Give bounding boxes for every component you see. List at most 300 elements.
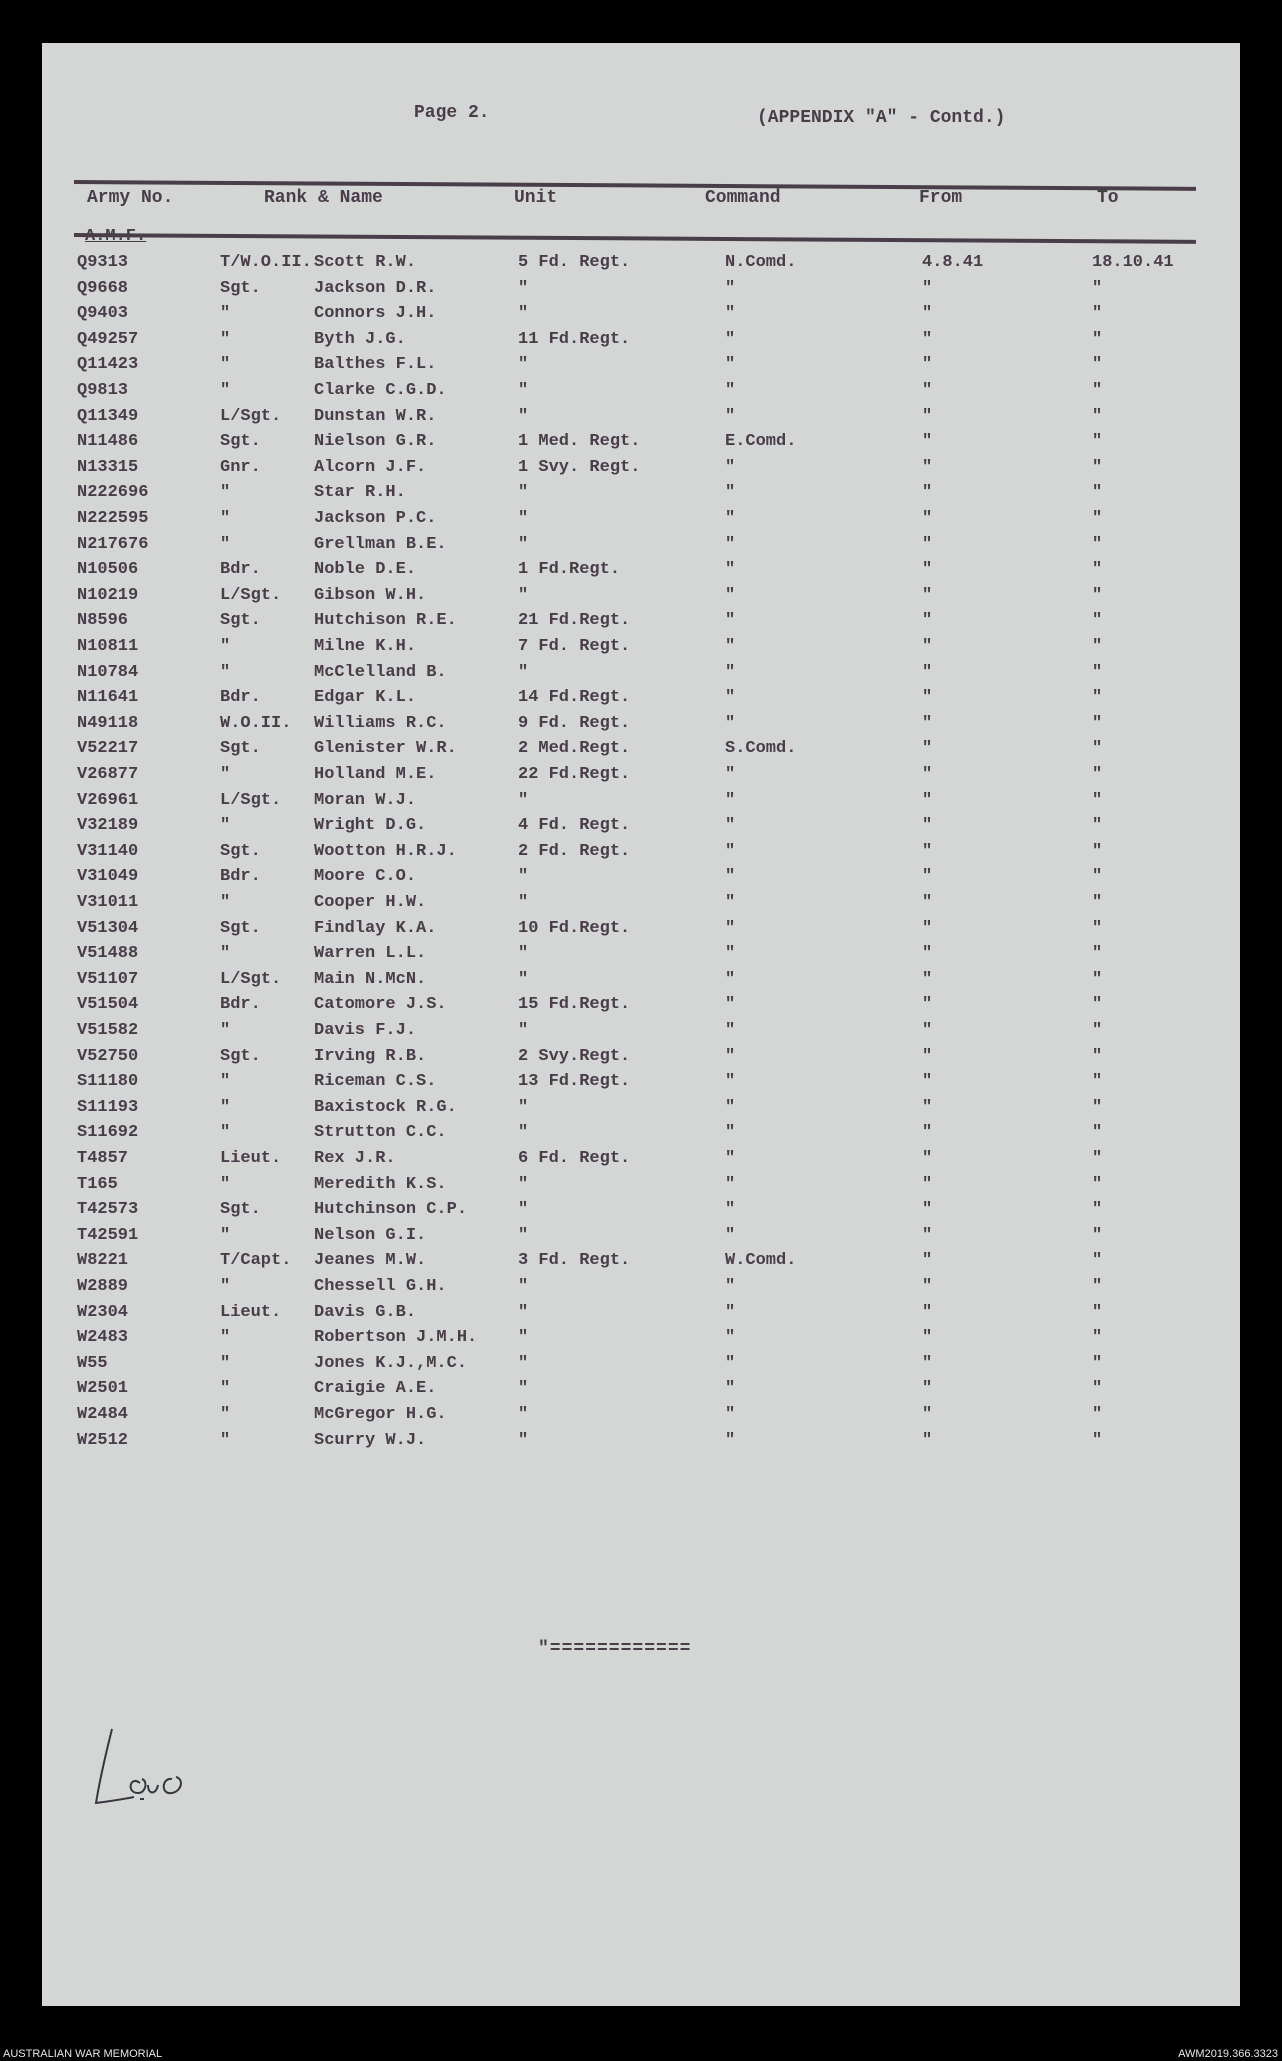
army-no-cell: N8596 [77, 611, 129, 631]
army-no-cell: V31011 [77, 893, 139, 912]
command-cell: " [725, 816, 736, 836]
command-cell: " [725, 1353, 736, 1373]
name-cell: Holland M.E. [314, 765, 437, 784]
rank-cell: " [220, 637, 231, 656]
unit-cell: " [518, 1200, 529, 1220]
command-cell: " [725, 995, 736, 1015]
rank-cell: " [220, 355, 231, 375]
unit-cell: " [518, 944, 529, 964]
army-no-cell: W2889 [77, 1277, 129, 1296]
from-date-cell: " [922, 585, 933, 605]
table-row [42, 995, 1240, 1019]
rank-cell: " [220, 1021, 231, 1040]
to-date-cell: " [1092, 329, 1103, 349]
table-row [42, 560, 1240, 584]
unit-cell: " [518, 1379, 529, 1399]
to-date-cell: " [1092, 1328, 1103, 1348]
rank-cell: " [220, 1225, 231, 1245]
rank-cell: Sgt. [220, 432, 261, 452]
unit-cell: " [518, 406, 529, 426]
from-date-cell: " [922, 1251, 933, 1271]
name-cell: Strutton C.C. [314, 1123, 447, 1143]
from-date-cell: " [922, 1430, 933, 1450]
army-no-cell: W2512 [77, 1430, 129, 1450]
to-date-cell: " [1092, 355, 1103, 375]
from-date-cell: " [922, 790, 933, 810]
name-cell: Catomore J.S. [314, 995, 447, 1015]
from-date-cell: " [922, 406, 933, 426]
name-cell: Irving R.B. [314, 1046, 427, 1066]
from-date-cell: " [922, 304, 933, 324]
army-no-cell: W8221 [77, 1251, 129, 1271]
rank-cell: " [220, 893, 231, 912]
rank-cell: L/Sgt. [220, 790, 282, 810]
command-cell: " [725, 329, 736, 349]
unit-cell: 15 Fd.Regt. [518, 995, 631, 1015]
to-date-cell: " [1092, 509, 1103, 528]
army-no-cell: N11486 [77, 432, 139, 452]
name-cell: Nielson G.R. [314, 432, 437, 452]
army-no-cell: Q9813 [77, 381, 129, 400]
name-cell: McGregor H.G. [314, 1405, 447, 1424]
table-row [42, 714, 1240, 738]
command-cell: " [725, 560, 736, 580]
unit-cell: " [518, 381, 529, 400]
rank-cell: L/Sgt. [220, 585, 282, 605]
table-row [42, 611, 1240, 635]
rank-cell: " [220, 483, 231, 503]
rank-cell: " [220, 1379, 231, 1399]
command-cell: " [725, 1200, 736, 1220]
name-cell: Balthes F.L. [314, 355, 437, 375]
table-row [42, 535, 1240, 559]
rank-cell: " [220, 1174, 231, 1194]
command-cell: " [725, 918, 736, 938]
from-date-cell: " [922, 893, 933, 912]
table-row [42, 688, 1240, 712]
from-date-cell: " [922, 381, 933, 400]
army-no-cell: T4857 [77, 1149, 129, 1168]
to-date-cell: " [1092, 1251, 1103, 1271]
army-no-cell: V32189 [77, 816, 139, 836]
name-cell: Baxistock R.G. [314, 1097, 457, 1117]
table-row [42, 1328, 1240, 1352]
table-row [42, 765, 1240, 789]
unit-cell: 1 Svy. Regt. [518, 457, 641, 477]
rank-cell: Sgt. [220, 841, 261, 861]
column-header-army-no: Army No. [87, 188, 174, 208]
from-date-cell: " [922, 1277, 933, 1296]
name-cell: Scott R.W. [314, 253, 417, 272]
army-no-cell: Q9313 [77, 253, 129, 272]
army-no-cell: Q9668 [77, 278, 129, 298]
table-row [42, 253, 1240, 277]
to-date-cell: " [1092, 790, 1103, 810]
unit-cell: " [518, 790, 529, 810]
to-date-cell: " [1092, 483, 1103, 503]
from-date-cell: " [922, 483, 933, 503]
command-cell: " [725, 662, 736, 682]
unit-cell: 1 Med. Regt. [518, 432, 641, 452]
command-cell: " [725, 893, 736, 912]
unit-cell: " [518, 278, 529, 298]
to-date-cell: " [1092, 1072, 1103, 1092]
command-cell: " [725, 534, 736, 554]
unit-cell: " [518, 1123, 529, 1143]
name-cell: Jeanes M.W. [314, 1251, 427, 1271]
to-date-cell: " [1092, 278, 1103, 298]
name-cell: Findlay K.A. [314, 918, 437, 938]
rank-cell: " [220, 329, 231, 349]
command-cell: " [725, 304, 736, 324]
command-cell: " [725, 1302, 736, 1322]
army-no-cell: T42591 [77, 1225, 139, 1245]
rank-cell: T/Capt. [220, 1251, 292, 1271]
unit-cell: " [518, 662, 529, 682]
name-cell: Clarke C.G.D. [314, 381, 447, 400]
name-cell: Warren L.L. [314, 944, 427, 964]
to-date-cell: " [1092, 1174, 1103, 1194]
unit-cell: " [518, 585, 529, 605]
from-date-cell: " [922, 1225, 933, 1245]
command-cell: " [725, 841, 736, 861]
command-cell: " [725, 278, 736, 298]
unit-cell: " [518, 1277, 529, 1296]
header-rule-top [74, 180, 1196, 191]
rank-cell: Sgt. [220, 1200, 261, 1220]
unit-cell: " [518, 1225, 529, 1245]
unit-cell: " [518, 1097, 529, 1117]
unit-cell: 5 Fd. Regt. [518, 253, 631, 272]
name-cell: Jones K.J.,M.C. [314, 1353, 468, 1373]
column-header-unit: Unit [514, 188, 558, 208]
table-row [42, 1047, 1240, 1071]
unit-cell: 1 Fd.Regt. [518, 560, 621, 580]
from-date-cell: " [922, 329, 933, 349]
rank-cell: " [220, 1072, 231, 1092]
from-date-cell: " [922, 611, 933, 631]
table-row [42, 330, 1240, 354]
to-date-cell: " [1092, 713, 1103, 733]
command-cell: " [725, 585, 736, 605]
command-cell: " [725, 406, 736, 426]
army-no-cell: V51582 [77, 1021, 139, 1040]
from-date-cell: " [922, 688, 933, 708]
name-cell: Wootton H.R.J. [314, 841, 457, 861]
from-date-cell: " [922, 1353, 933, 1373]
to-date-cell: " [1092, 995, 1103, 1015]
unit-cell: " [518, 509, 529, 528]
rank-cell: L/Sgt. [220, 969, 282, 989]
table-row [42, 791, 1240, 815]
to-date-cell: " [1092, 560, 1103, 580]
from-date-cell: " [922, 918, 933, 938]
command-cell: " [725, 1379, 736, 1399]
army-no-cell: W2483 [77, 1328, 129, 1348]
name-cell: Chessell G.H. [314, 1277, 447, 1296]
name-cell: Jackson P.C. [314, 509, 437, 528]
name-cell: Gibson W.H. [314, 585, 427, 605]
command-cell: " [725, 1405, 736, 1424]
command-cell: " [725, 944, 736, 964]
army-no-cell: Q49257 [77, 329, 139, 349]
to-date-cell: " [1092, 1225, 1103, 1245]
group-label: A.M.F. [85, 227, 147, 246]
command-cell: " [725, 1046, 736, 1066]
rank-cell: Sgt. [220, 739, 261, 759]
unit-cell: 4 Fd. Regt. [518, 816, 631, 836]
to-date-cell: " [1092, 304, 1103, 324]
rank-cell: " [220, 534, 231, 554]
rank-cell: " [220, 1353, 231, 1373]
rank-cell: " [220, 304, 231, 324]
command-cell: " [725, 1174, 736, 1194]
name-cell: Rex J.R. [314, 1149, 396, 1168]
command-cell: " [725, 381, 736, 400]
table-row [42, 279, 1240, 303]
from-date-cell: " [922, 816, 933, 836]
army-no-cell: W55 [77, 1353, 108, 1373]
rank-cell: " [220, 662, 231, 682]
to-date-cell: " [1092, 765, 1103, 784]
name-cell: Star R.H. [314, 483, 406, 503]
unit-cell: 13 Fd.Regt. [518, 1072, 631, 1092]
to-date-cell: " [1092, 1277, 1103, 1296]
table-row [42, 1226, 1240, 1250]
army-no-cell: W2304 [77, 1302, 129, 1322]
from-date-cell: " [922, 841, 933, 861]
column-header-to: To [1097, 188, 1119, 208]
to-date-cell: " [1092, 944, 1103, 964]
name-cell: Wright D.G. [314, 816, 427, 836]
unit-cell: 6 Fd. Regt. [518, 1149, 631, 1168]
to-date-cell: " [1092, 1405, 1103, 1424]
table-row [42, 1021, 1240, 1045]
rank-cell: W.O.II. [220, 713, 292, 733]
command-cell: " [725, 355, 736, 375]
rank-cell: Bdr. [220, 867, 261, 887]
table-row [42, 509, 1240, 533]
rank-cell: " [220, 1405, 231, 1424]
army-no-cell: S11193 [77, 1097, 139, 1117]
from-date-cell: " [922, 278, 933, 298]
to-date-cell: " [1092, 1200, 1103, 1220]
document-page [42, 43, 1240, 2006]
rank-cell: Sgt. [220, 611, 261, 631]
command-cell: " [725, 509, 736, 528]
name-cell: Williams R.C. [314, 713, 447, 733]
name-cell: Edgar K.L. [314, 688, 417, 708]
command-cell: " [725, 688, 736, 708]
table-row [42, 637, 1240, 661]
unit-cell: 2 Fd. Regt. [518, 841, 631, 861]
army-no-cell: S11692 [77, 1123, 139, 1143]
page-number: Page 2. [414, 103, 490, 123]
rank-cell: " [220, 816, 231, 836]
unit-cell: " [518, 355, 529, 375]
army-no-cell: N10784 [77, 662, 139, 682]
command-cell: " [725, 1097, 736, 1117]
name-cell: Alcorn J.F. [314, 457, 427, 477]
unit-cell: " [518, 534, 529, 554]
unit-cell: 22 Fd.Regt. [518, 765, 631, 784]
from-date-cell: " [922, 662, 933, 682]
table-row [42, 483, 1240, 507]
name-cell: Glenister W.R. [314, 739, 457, 759]
command-cell: " [725, 1225, 736, 1245]
unit-cell: " [518, 1430, 529, 1450]
column-header-command: Command [705, 188, 781, 208]
from-date-cell: " [922, 1379, 933, 1399]
to-date-cell: " [1092, 637, 1103, 656]
command-cell: W.Comd. [725, 1251, 797, 1271]
name-cell: Main N.McN. [314, 969, 427, 989]
to-date-cell: " [1092, 1430, 1103, 1450]
to-date-cell: " [1092, 662, 1103, 682]
command-cell: " [725, 1328, 736, 1348]
command-cell: " [725, 1021, 736, 1040]
from-date-cell: " [922, 1046, 933, 1066]
command-cell: E.Comd. [725, 432, 797, 452]
table-row [42, 355, 1240, 379]
table-row [42, 739, 1240, 763]
unit-cell: " [518, 1021, 529, 1040]
name-cell: Hutchison R.E. [314, 611, 457, 631]
rank-cell: Bdr. [220, 560, 261, 580]
army-no-cell: N13315 [77, 457, 139, 477]
table-row [42, 407, 1240, 431]
table-row [42, 1303, 1240, 1327]
table-row [42, 458, 1240, 482]
name-cell: Robertson J.M.H. [314, 1328, 478, 1348]
army-no-cell: Q11349 [77, 406, 139, 426]
army-no-cell: V51304 [77, 918, 139, 938]
army-no-cell: V26877 [77, 765, 139, 784]
command-cell: " [725, 765, 736, 784]
appendix-label: (APPENDIX "A" - Contd.) [757, 108, 1006, 128]
from-date-cell: " [922, 534, 933, 554]
to-date-cell: " [1092, 969, 1103, 989]
to-date-cell: " [1092, 381, 1103, 400]
unit-cell: " [518, 867, 529, 887]
from-date-cell: " [922, 1021, 933, 1040]
to-date-cell: " [1092, 1097, 1103, 1117]
name-cell: Meredith K.S. [314, 1174, 447, 1194]
army-no-cell: N222696 [77, 483, 149, 503]
table-row [42, 586, 1240, 610]
command-cell: " [725, 457, 736, 477]
from-date-cell: " [922, 355, 933, 375]
to-date-cell: " [1092, 1302, 1103, 1322]
army-no-cell: Q9403 [77, 304, 129, 324]
end-of-list-mark: "============ [538, 1639, 692, 1659]
unit-cell: 7 Fd. Regt. [518, 637, 631, 656]
army-no-cell: N10811 [77, 637, 139, 656]
to-date-cell: 18.10.41 [1092, 253, 1174, 272]
name-cell: Davis F.J. [314, 1021, 417, 1040]
rank-cell: Bdr. [220, 688, 261, 708]
from-date-cell: " [922, 713, 933, 733]
unit-cell: 10 Fd.Regt. [518, 918, 631, 938]
to-date-cell: " [1092, 585, 1103, 605]
from-date-cell: " [922, 1405, 933, 1424]
rank-cell: " [220, 765, 231, 784]
army-no-cell: V51107 [77, 969, 139, 989]
command-cell: " [725, 611, 736, 631]
table-row [42, 663, 1240, 687]
rank-cell: L/Sgt. [220, 406, 282, 426]
table-row [42, 381, 1240, 405]
name-cell: Connors J.H. [314, 304, 437, 324]
from-date-cell: " [922, 1328, 933, 1348]
from-date-cell: " [922, 509, 933, 528]
from-date-cell: " [922, 457, 933, 477]
unit-cell: 2 Med.Regt. [518, 739, 631, 759]
to-date-cell: " [1092, 1021, 1103, 1040]
table-row [42, 842, 1240, 866]
table-row [42, 432, 1240, 456]
unit-cell: 2 Svy.Regt. [518, 1046, 631, 1066]
command-cell: " [725, 969, 736, 989]
unit-cell: " [518, 483, 529, 503]
rank-cell: " [220, 509, 231, 528]
army-no-cell: N10506 [77, 560, 139, 580]
rank-cell: Bdr. [220, 995, 261, 1015]
army-no-cell: V52750 [77, 1046, 139, 1066]
table-row [42, 867, 1240, 891]
to-date-cell: " [1092, 1379, 1103, 1399]
name-cell: Hutchinson C.P. [314, 1200, 468, 1220]
army-no-cell: N217676 [77, 534, 149, 554]
name-cell: Jackson D.R. [314, 278, 437, 298]
name-cell: McClelland B. [314, 662, 447, 682]
from-date-cell: " [922, 1123, 933, 1143]
army-no-cell: W2501 [77, 1379, 129, 1399]
table-row [42, 1200, 1240, 1224]
column-header-rank-name: Rank & Name [264, 188, 383, 208]
from-date-cell: " [922, 1302, 933, 1322]
army-no-cell: T42573 [77, 1200, 139, 1220]
name-cell: Riceman C.S. [314, 1072, 437, 1092]
command-cell: " [725, 867, 736, 887]
table-row [42, 304, 1240, 328]
from-date-cell: 4.8.41 [922, 253, 984, 272]
command-cell: " [725, 483, 736, 503]
unit-cell: " [518, 1328, 529, 1348]
name-cell: Grellman B.E. [314, 534, 447, 554]
name-cell: Moran W.J. [314, 790, 417, 810]
rank-cell: " [220, 1430, 231, 1450]
to-date-cell: " [1092, 688, 1103, 708]
table-row [42, 1098, 1240, 1122]
to-date-cell: " [1092, 918, 1103, 938]
rank-cell: Sgt. [220, 918, 261, 938]
from-date-cell: " [922, 739, 933, 759]
name-cell: Craigie A.E. [314, 1379, 437, 1399]
handwritten-initials [82, 1723, 212, 1813]
rank-cell: Sgt. [220, 1046, 261, 1066]
army-no-cell: Q11423 [77, 355, 139, 375]
to-date-cell: " [1092, 739, 1103, 759]
command-cell: N.Comd. [725, 253, 797, 272]
name-cell: Noble D.E. [314, 560, 417, 580]
table-row [42, 1431, 1240, 1455]
table-row [42, 1149, 1240, 1173]
column-header-from: From [919, 188, 963, 208]
name-cell: Moore C.O. [314, 867, 417, 887]
unit-cell: " [518, 1302, 529, 1322]
rank-cell: " [220, 1277, 231, 1296]
